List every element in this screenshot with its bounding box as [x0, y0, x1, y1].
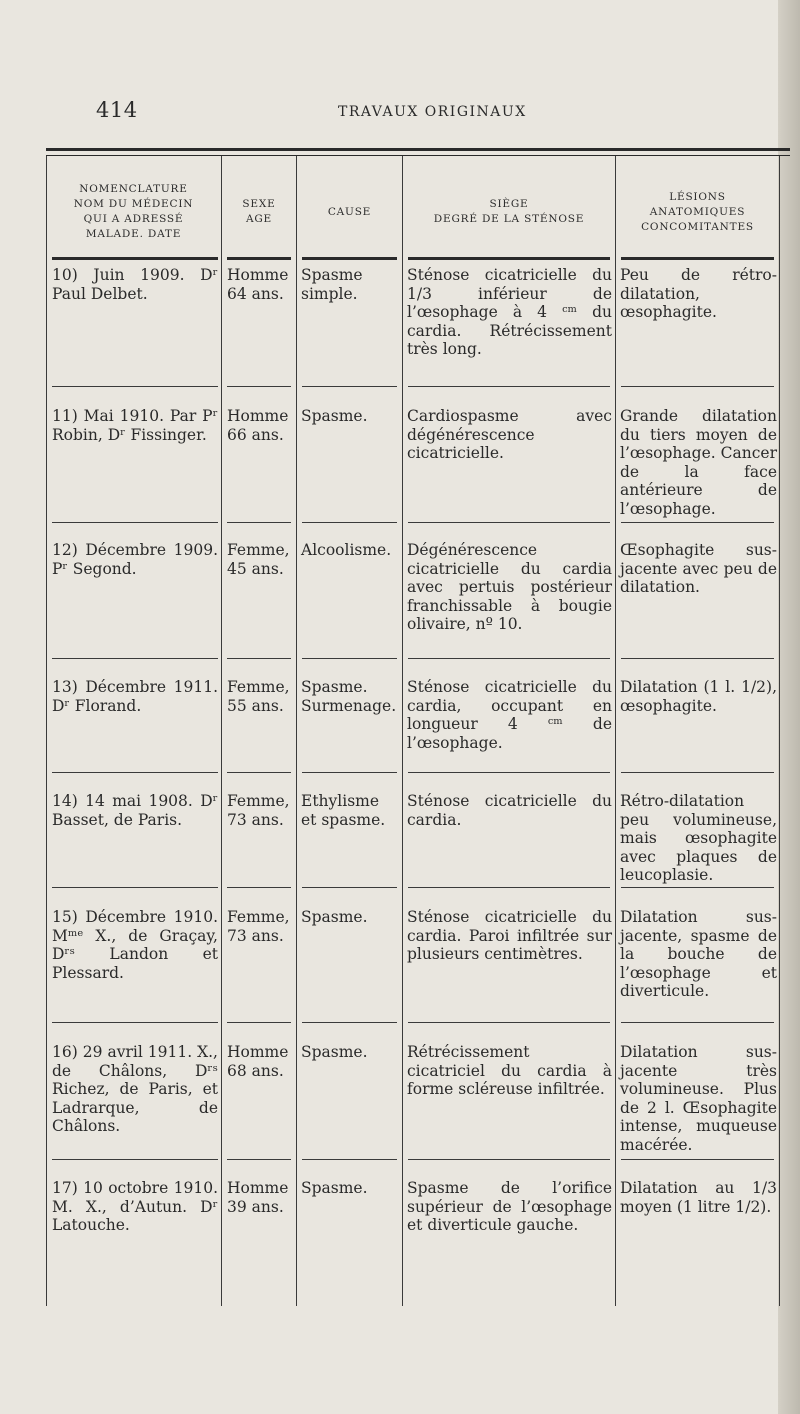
row-rule [621, 1022, 774, 1023]
cell-lesions: Œsophagite sus-jacente avec peu de dilatation. [620, 541, 777, 596]
cell-sexe-age: Homme 66 ans. [227, 407, 289, 444]
row-rule [621, 1159, 774, 1160]
cell-sexe-age: Femme, 45 ans. [227, 541, 290, 578]
row-rule [621, 772, 774, 773]
cell-siege: Sténose cicatricielle du 1/3 inférieur de l’œsophage à 4 ᶜᵐ du cardia. Rétrécissement très long. [407, 266, 612, 358]
cell-nomenclature: 13) Décembre 1911. Dʳ Florand. [52, 678, 218, 715]
row-rule [227, 1022, 291, 1023]
cell-sexe-age: Homme 64 ans. [227, 266, 289, 303]
row-rule [621, 522, 774, 523]
cell-cause: Spasme. [301, 407, 368, 425]
cell-lesions: Peu de rétro-dilatation, œsophagite. [620, 266, 777, 321]
row-rule [621, 887, 774, 888]
cell-nomenclature: 15) Décembre 1910. Mᵐᵉ X., de Graçay, Dʳˢ Landon et Plessard. [52, 908, 218, 982]
column-rule [402, 156, 403, 1306]
header-rule [408, 257, 610, 260]
header-lesions: LÉSIONS ANATOMIQUES CONCOMITANTES [641, 190, 754, 233]
row-rule [302, 887, 397, 888]
row-rule [408, 1022, 610, 1023]
cell-siege: Cardiospasme avec dégénérescence cicatricielle. [407, 407, 612, 462]
cell-cause: Spasme. Surmenage. [301, 678, 397, 715]
cell-lesions: Dilatation sus-jacente très volumineuse. Plus de 2 l. Œsophagite intense, muqueuse macérée. [620, 1043, 777, 1154]
row-rule [52, 522, 218, 523]
row-rule [227, 658, 291, 659]
column-rule [296, 156, 297, 1306]
cell-cause: Alcoolisme. [301, 541, 392, 559]
table-top-rule [46, 148, 790, 151]
row-rule [408, 887, 610, 888]
running-head: TRAVAUX ORIGINAUX [338, 104, 527, 120]
row-rule [408, 1159, 610, 1160]
cell-siege: Spasme de l’orifice supérieur de l’œsophage et diverticule gauche. [407, 1179, 612, 1234]
cell-nomenclature: 11) Mai 1910. Par Pʳ Robin, Dʳ Fissinger. [52, 407, 218, 444]
column-rule [46, 156, 47, 1306]
cell-lesions: Dilatation (1 l. 1/2), œsophagite. [620, 678, 777, 715]
row-rule [52, 658, 218, 659]
case-table [46, 156, 780, 1306]
page-number: 414 [96, 98, 138, 122]
header-nomenclature: NOMENCLATURE NOM DU MÉDECIN QUI A ADRESSÉ MALADE. DATE [73, 183, 194, 240]
column-rule [221, 156, 222, 1306]
cell-lesions: Rétro-dilatation peu volumineuse, mais œsophagite avec plaques de leucoplasie. [620, 792, 777, 884]
cell-cause: Spasme. [301, 908, 368, 926]
row-rule [52, 1022, 218, 1023]
row-rule [621, 658, 774, 659]
header-rule [227, 257, 291, 260]
cell-cause: Spasme. [301, 1043, 368, 1061]
cell-lesions: Grande dilatation du tiers moyen de l’œsophage. Cancer de la face antérieure de l’œsophage. [620, 407, 777, 518]
cell-sexe-age: Homme 68 ans. [227, 1043, 289, 1080]
cell-sexe-age: Femme, 55 ans. [227, 678, 290, 715]
cell-nomenclature: 16) 29 avril 1911. X., de Châlons, Dʳˢ Richez, de Paris, et Ladrarque, de Châlons. [52, 1043, 218, 1135]
row-rule [227, 772, 291, 773]
header-sexe-age: SEXE AGE [242, 198, 276, 225]
row-rule [621, 386, 774, 387]
column-rule [615, 156, 616, 1306]
row-rule [52, 887, 218, 888]
row-rule [408, 772, 610, 773]
row-rule [408, 522, 610, 523]
row-rule [227, 386, 291, 387]
row-rule [227, 1159, 291, 1160]
header-rule [621, 257, 774, 260]
cell-sexe-age: Femme, 73 ans. [227, 908, 290, 945]
cell-siege: Dégénérescence cicatricielle du cardia avec pertuis postérieur franchissable à bougie olivaire, nº 10. [407, 541, 612, 633]
row-rule [302, 1022, 397, 1023]
cell-nomenclature: 17) 10 octobre 1910. M. X., d’Autun. Dʳ Latouche. [52, 1179, 218, 1234]
page-edge [778, 0, 800, 1414]
header-rule [52, 257, 218, 260]
cell-cause: Spasme. [301, 1179, 368, 1197]
row-rule [302, 658, 397, 659]
cell-sexe-age: Homme 39 ans. [227, 1179, 289, 1216]
cell-siege: Sténose cicatricielle du cardia. Paroi infiltrée sur plusieurs centimètres. [407, 908, 612, 963]
row-rule [227, 887, 291, 888]
cell-siege: Sténose cicatricielle du cardia, occupant en longueur 4 ᶜᵐ de l’œsophage. [407, 678, 612, 752]
row-rule [302, 386, 397, 387]
row-rule [302, 1159, 397, 1160]
header-rule [302, 257, 397, 260]
cell-siege: Rétrécissement cicatriciel du cardia à forme scléreuse infiltrée. [407, 1043, 612, 1098]
row-rule [52, 386, 218, 387]
row-rule [302, 522, 397, 523]
column-rule [779, 156, 780, 1306]
cell-lesions: Dilatation sus-jacente, spasme de la bouche de l’œsophage et diverticule. [620, 908, 777, 1000]
cell-sexe-age: Femme, 73 ans. [227, 792, 290, 829]
row-rule [302, 772, 397, 773]
cell-cause: Spasme simple. [301, 266, 363, 303]
cell-nomenclature: 14) 14 mai 1908. Dʳ Basset, de Paris. [52, 792, 218, 829]
header-siege: SIÈGE DEGRÉ DE LA STÉNOSE [433, 198, 585, 225]
cell-lesions: Dilatation au 1/3 moyen (1 litre 1/2). [620, 1179, 777, 1216]
row-rule [52, 772, 218, 773]
header-cause: CAUSE [327, 205, 372, 218]
row-rule [227, 522, 291, 523]
cell-cause: Ethylisme et spasme. [301, 792, 386, 829]
cell-siege: Sténose cicatricielle du cardia. [407, 792, 612, 829]
row-rule [52, 1159, 218, 1160]
row-rule [408, 386, 610, 387]
cell-nomenclature: 10) Juin 1909. Dʳ Paul Delbet. [52, 266, 218, 303]
cell-nomenclature: 12) Décembre 1909. Pʳ Segond. [52, 541, 218, 578]
row-rule [408, 658, 610, 659]
